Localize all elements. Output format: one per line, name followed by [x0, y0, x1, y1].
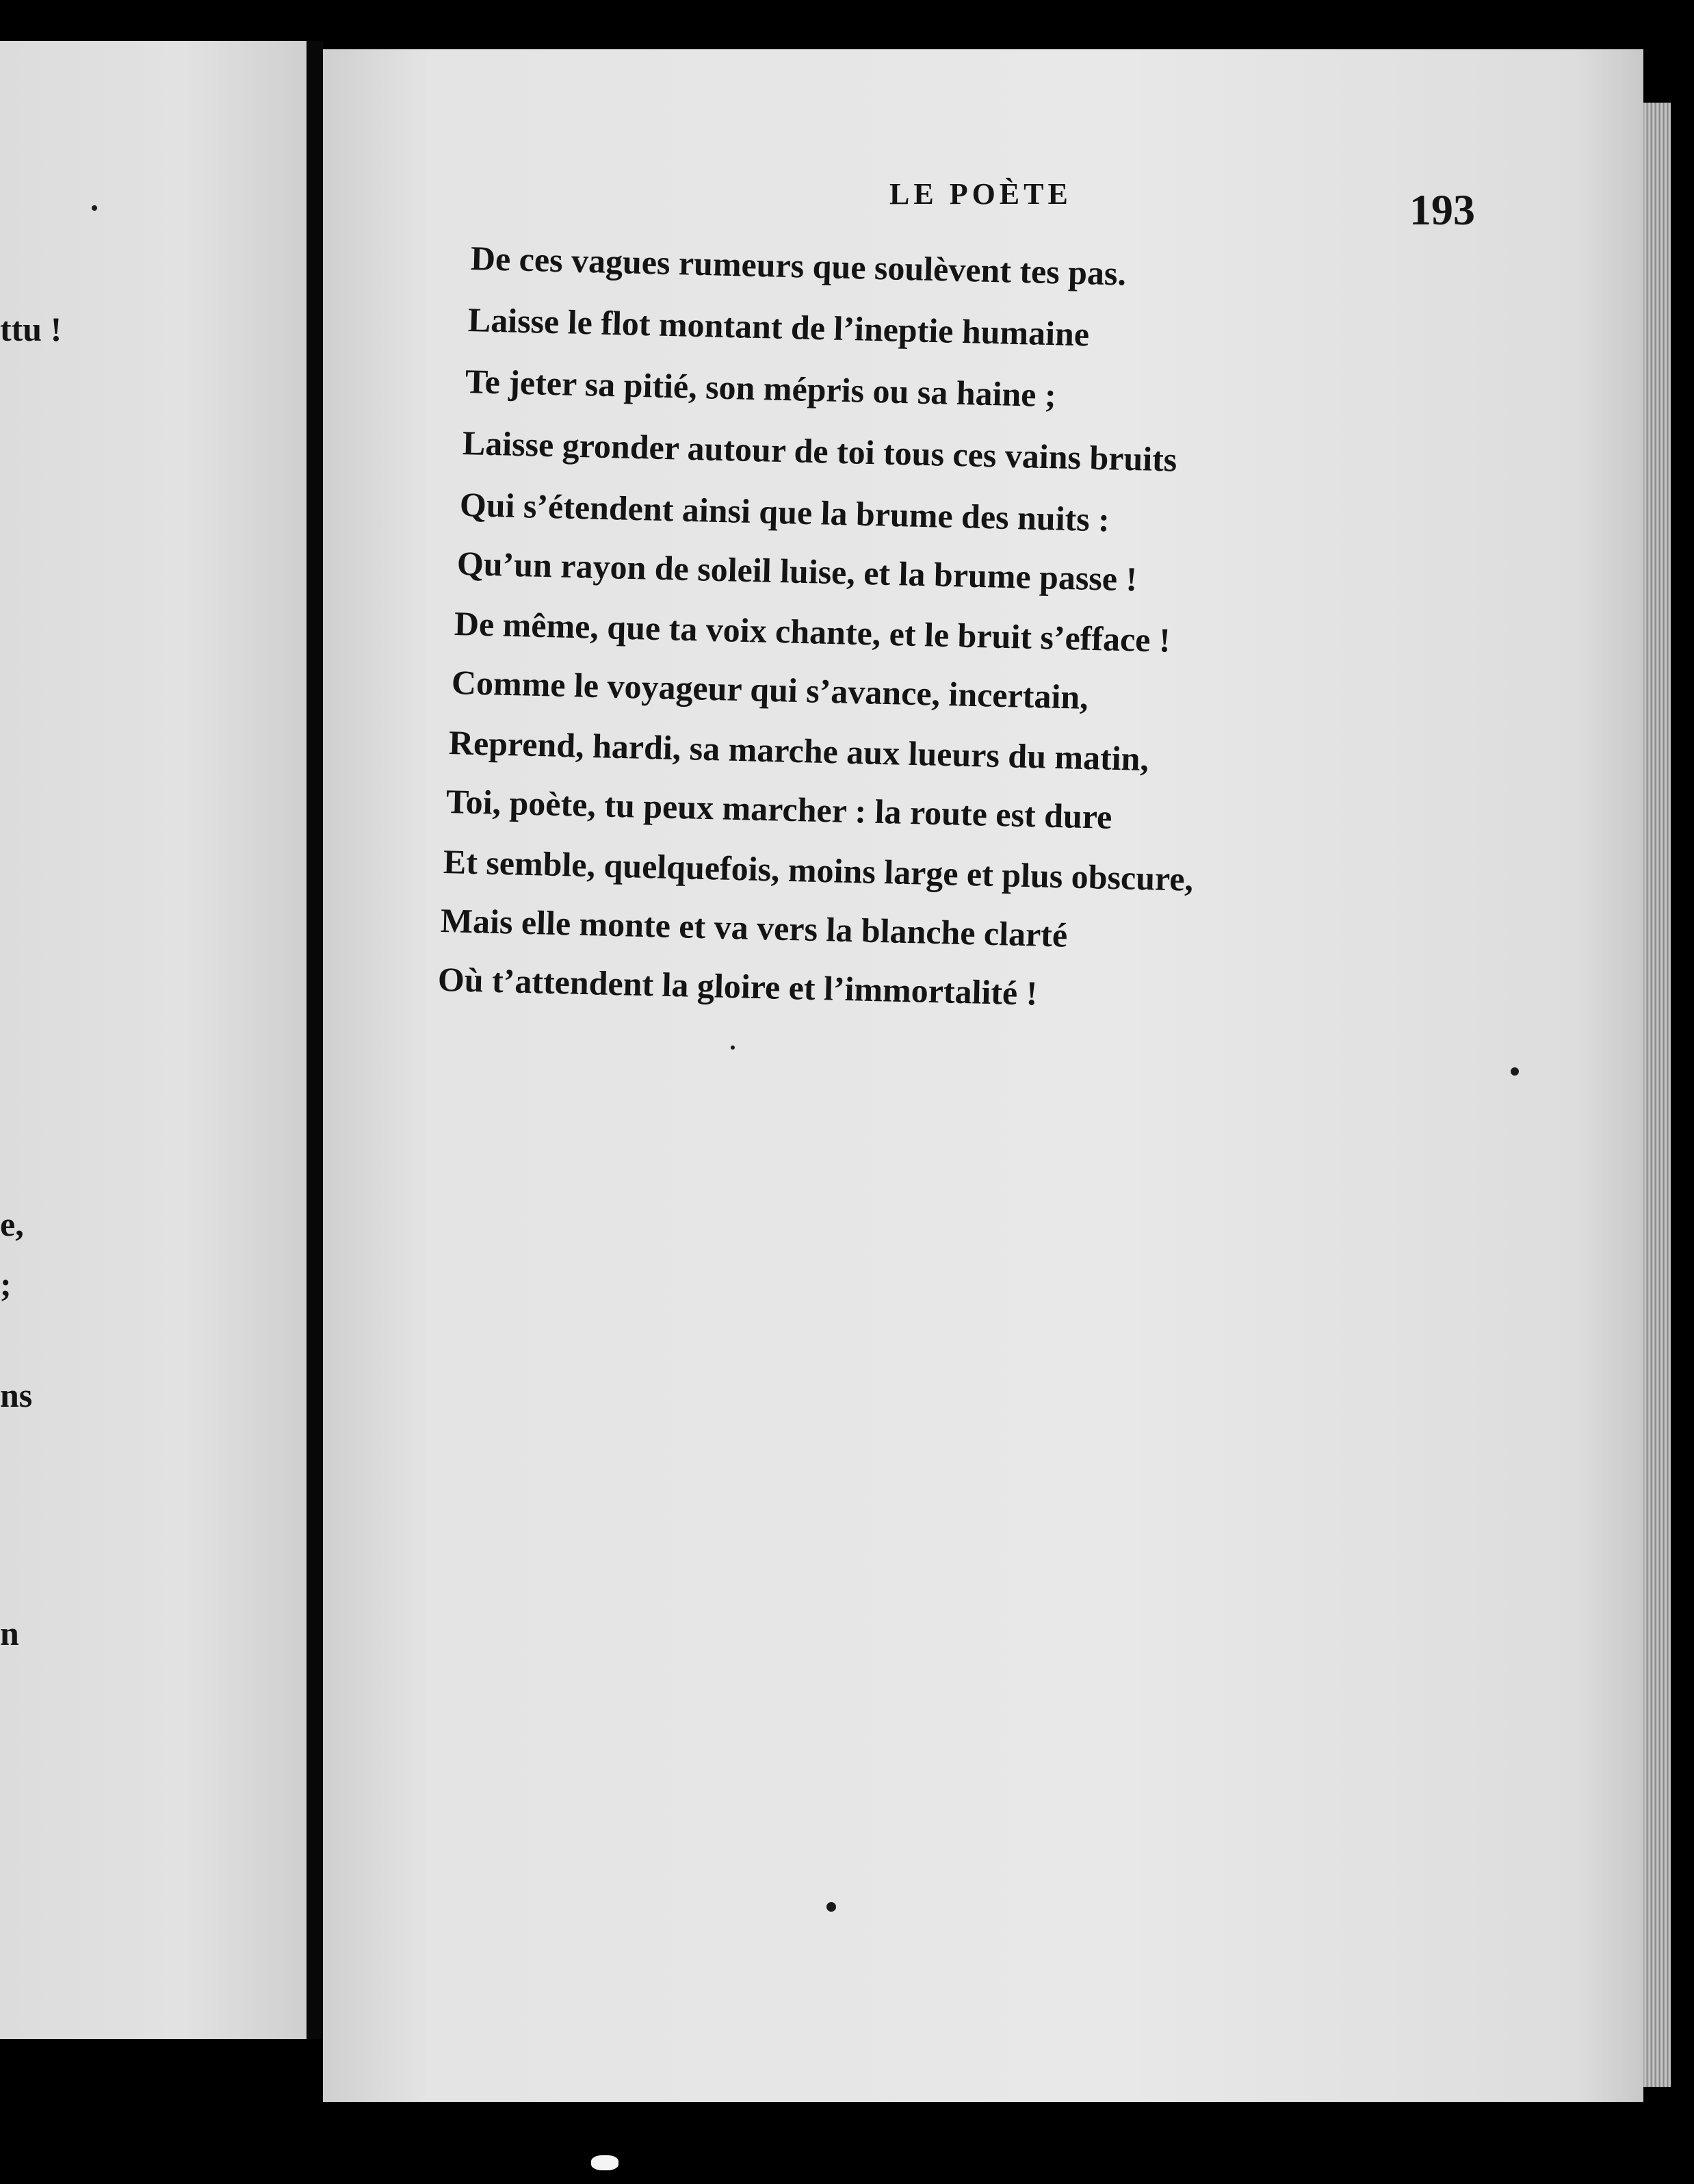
current-page	[323, 49, 1643, 2102]
previous-page-fragment: ttu !	[0, 310, 62, 348]
previous-page	[0, 41, 307, 2039]
poem-line: De ces vagues rumeurs que soulèvent tes pas.	[470, 239, 1127, 293]
previous-page-fragment: ;	[0, 1265, 12, 1303]
previous-page-fragment: e,	[0, 1205, 24, 1243]
poem-line: Laisse gronder autour de toi tous ces vains bruits	[462, 424, 1177, 479]
running-title: LE POÈTE	[889, 177, 1072, 211]
poem-line: Laisse le flot montant de l’ineptie humaine	[467, 300, 1090, 354]
poem-line: Reprend, hardi, sa marche aux lueurs du matin,	[448, 723, 1149, 779]
paper-speck	[92, 205, 97, 211]
poem-line: Qu’un rayon de soleil luise, et la brume passe !	[456, 544, 1138, 599]
poem-line: Toi, poète, tu peux marcher : la route est dure	[445, 782, 1112, 836]
paper-speck	[731, 1045, 735, 1050]
previous-page-fragment: n	[0, 1614, 19, 1652]
poem-line: Mais elle monte et va vers la blanche clarté	[440, 901, 1068, 954]
paper-speck	[1511, 1067, 1519, 1076]
paper-speck	[826, 1902, 836, 1912]
page-edges	[1643, 103, 1671, 2087]
poem-line: De même, que ta voix chante, et le bruit s’efface !	[454, 604, 1171, 660]
poem-line: Comme le voyageur qui s’avance, incertain,	[451, 663, 1089, 716]
poem-line: Te jeter sa pitié, son mépris ou sa haine ;	[465, 362, 1057, 415]
poem-line: Qui s’étendent ainsi que la brume des nuits :	[459, 485, 1110, 539]
page-number: 193	[1409, 185, 1475, 234]
poem-line: Et semble, quelquefois, moins large et plus obscure,	[443, 842, 1194, 898]
poem-line: Où t’attendent la gloire et l’immortalité !	[437, 960, 1039, 1013]
previous-page-fragment: ns	[0, 1376, 33, 1414]
scan-blot	[591, 2155, 618, 2170]
book-gutter	[307, 41, 323, 2039]
